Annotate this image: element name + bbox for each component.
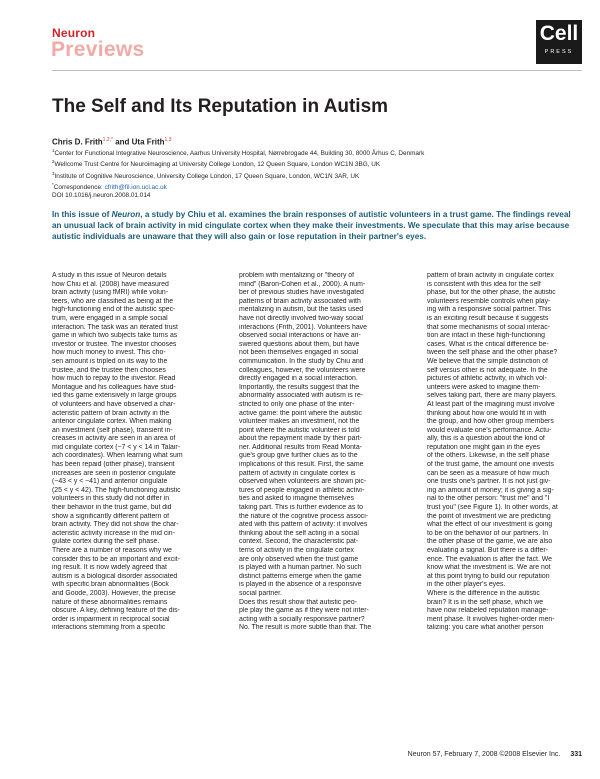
body-text-line: ing an amount of money; it is giving a sig- (427, 486, 554, 494)
body-text-line: patterns of brain activity associated with (239, 297, 361, 305)
body-text-line: volunteer makes an investment, not the (239, 418, 360, 426)
body-text-line: mentalizing in autism, but the tasks used (239, 306, 364, 314)
header-rule (52, 70, 582, 71)
body-text-line: selves taking part, there are many players. (427, 392, 557, 400)
body-text-line: of the others. Likewise, in the self phase (427, 452, 550, 460)
body-text-line: nature of these abnormalities remains (52, 598, 168, 606)
body-text-line: tion are intact in these high-functioning (427, 332, 545, 340)
body-text-line: evaluating a signal. But there is a differ- (427, 547, 548, 554)
body-text-line: is played with a human partner. No such (239, 564, 362, 572)
body-text-line: swered questions about them, but have (239, 340, 360, 348)
body-text-line: interactions stemming from a specific (52, 624, 166, 632)
body-text-line: active game: the point where the autistic (239, 409, 362, 417)
body-text-line: communication. In the study by Chiu and (239, 357, 364, 365)
body-text-line: thinking about how one would fit in with (427, 409, 547, 417)
body-text-line: context. Second, the characteristic pat- (239, 538, 359, 546)
body-text-line: in the other player's eyes. (427, 581, 506, 589)
body-text-line: (25 < y < 42). The high-functioning autistic (52, 486, 181, 494)
body-text-line: increases are seen in posterior cingulate (52, 469, 176, 477)
body-text-line: At least part of the imagining must involve (427, 400, 555, 408)
body-text-line: social partner. (239, 589, 282, 597)
body-text-line: tween the self phase and the other phase? (427, 349, 558, 357)
body-text-line: brain activity (using fMRI) while volun- (52, 289, 169, 297)
body-text-line: is played in the absence of a responsive (239, 581, 362, 589)
author-sup: 1,3 (164, 137, 172, 143)
body-text-line: their behavior in the trust game, but did (52, 504, 172, 512)
body-text-line: ach coordinates). When learning what sum (52, 452, 183, 460)
body-text-line: of the trust game, the amount one invests (427, 461, 554, 469)
correspondence: *Correspondence: cfrith@fil.ion.ucl.ac.uk (52, 181, 167, 192)
body-text-line: ing result. It is now widely agreed that (52, 564, 167, 572)
body-text-line: A study in this issue of Neuron details (52, 272, 167, 279)
body-text-line: brain activity. They did not show the char- (52, 521, 179, 529)
section-title: Previews (51, 38, 145, 61)
body-text-line: brain? It is in the self phase, which we (427, 598, 544, 606)
affiliations (52, 147, 572, 201)
body-text-line: acting with a socially responsive partner? (239, 615, 365, 623)
body-text-line: ied this game extensively in large groups (52, 392, 177, 400)
body-text-line: reputation one might gain in the eyes (427, 443, 541, 451)
author-line (52, 137, 171, 147)
body-text-line: trust you" (see Figure 1). In other words, at (427, 504, 558, 512)
body-text-line: autism is a biological disorder associated (52, 572, 178, 580)
author-name: Uta Frith (131, 137, 165, 147)
body-text-line: know what the investment is. We are not (427, 564, 551, 572)
body-column-2 (239, 272, 392, 633)
body-text-line: about the repayment made by their part- (239, 435, 362, 443)
body-text-line: consider this to be an important and excit- (52, 555, 180, 563)
body-text-line: taking part. This is further evidence as to (239, 504, 363, 512)
body-text-line: ated with this pattern of activity: it involves (239, 521, 368, 529)
body-text-line: volunteers resemble controls when play- (427, 297, 551, 305)
affiliation-2: $^2$Wellcome Trust Centre for Neuroimaging at University College London, 12 Queen Square, London WC1N 3BG, UK (52, 159, 381, 169)
body-text-line: the point of investment we are predicting (427, 512, 551, 520)
body-text-line: obscure. A key, defining feature of the dis- (52, 607, 180, 615)
body-text-line: trum, were engaged in a simple social (52, 314, 168, 322)
body-text-line: Does this result show that autistic peo- (239, 598, 357, 606)
body-text-line: investor or trustee. The investor chooses (52, 340, 177, 348)
body-text-line: gue's group give further clues as to the (239, 452, 358, 460)
body-text-line: that some mechanisms of social interac- (427, 323, 550, 331)
body-text-line: nal to the other person: "trust me" and "I (427, 495, 550, 503)
body-text-line: the group, and how other group members (427, 418, 554, 426)
body-text-line: Where is the difference in the autistic (427, 589, 540, 597)
body-text-line: We believe that the simple distinction of (427, 357, 548, 365)
body-text-line: acteristic pattern of brain activity in the (52, 409, 170, 417)
body-text-line: trustee, and the trustee then chooses (52, 366, 166, 374)
body-text-line: are only observed when the trust game (239, 555, 359, 563)
body-text-line: the nature of the cognitive process associ- (239, 512, 369, 520)
body-text-line: pattern of brain activity in cingulate cortex (427, 272, 554, 279)
body-text-line: and Goode, 2003). However, the precise (52, 589, 176, 597)
body-text-line: directly engaged in a social interaction. (239, 375, 358, 383)
body-text-line: ence. The evaluation is after the fact. We (427, 555, 552, 563)
body-text-line: Montague and his colleagues have stud- (52, 383, 176, 391)
body-text-line: ner. Additional results from Read Monta- (239, 443, 362, 451)
body-text-line: mid cingulate cortex (−7 < y < 14 in Talair- (52, 443, 180, 451)
body-text-line: ties and asked to imagine themselves (239, 495, 354, 503)
body-text-line: has been repaid (other phase), transient (52, 461, 175, 469)
body-text-line: ple play the game as if they were not inter- (239, 607, 369, 615)
body-text-line: thinking about the self acting in a social (239, 529, 359, 537)
body-text-line: high-functioning end of the autistic spec- (52, 306, 176, 314)
body-text-line: show a significantly different pattern of (52, 512, 170, 520)
author-name: Chris D. Frith (52, 137, 103, 147)
body-text-line: would evaluate one's performance. Actu- (427, 426, 552, 434)
body-text-line: order is impairment in reciprocal social (52, 615, 170, 623)
body-text-line: can be seen as a measure of how much (427, 469, 550, 477)
body-text-line: interaction. The task was an iterated trust (52, 323, 178, 331)
body-text-line: one trusts one's partner. It is not just giv- (427, 478, 551, 486)
body-text-line: observed when volunteers are shown pic- (239, 478, 367, 486)
body-text-line: pattern of activity in cingulate cortex is (239, 469, 356, 477)
body-text-line: to be on the behavior of our partners. In (427, 529, 549, 537)
author-sup: 1,2,* (102, 137, 113, 143)
body-text-line: with specific brain abnormalities (Bock (52, 581, 169, 589)
affiliation-3: $^3$Institute of Cognitive Neuroscience, University College London, 17 Queen Square, London, WC1N 3AR, UK (52, 170, 360, 180)
journal-name: Neuron (52, 26, 96, 40)
article-title: The Self and Its Reputation in Autism (52, 96, 389, 117)
body-text-line: Importantly, the results suggest that the (239, 383, 360, 391)
body-text-line: tures of people engaged in athletic activi- (239, 486, 365, 494)
doi: DOI 10.1016/j.neuron.2008.01.014 (52, 192, 151, 200)
author-conjunction: and (112, 137, 132, 147)
body-text-line: colleagues, however, the volunteers were (239, 366, 366, 374)
body-text-line: pictures of athletic activity, in which vol- (427, 375, 547, 383)
body-column-3 (427, 272, 580, 633)
body-text-line: not been themselves engaged in social (239, 349, 359, 357)
body-text-line: ally, this is a question about the kind of (427, 435, 545, 443)
body-text-line: how much money to invest. This cho- (52, 349, 166, 357)
correspondence-email-link[interactable]: cfrith@fil.ion.ucl.ac.uk (104, 184, 167, 192)
body-text-line: what the effect of our investment is going (427, 521, 553, 529)
body-text-line: cases. What is the critical difference be- (427, 340, 549, 348)
body-text-line: at this point trying to build our reputation (427, 572, 550, 580)
logo-main-text: Cell (539, 22, 579, 45)
body-text-line: an investment (self phase), transient in- (52, 426, 173, 434)
body-text-line: No. The result is more subtle than that. The (239, 624, 372, 632)
body-text-line: game in which two subjects take turns as (52, 332, 178, 340)
body-text-line: (−43 < y < −41) and anterior cingulate (52, 478, 168, 486)
body-text-line: point where the autistic volunteer is told (239, 426, 360, 434)
abstract: In this issue of Neuron, a study by Chiu et al. examines the brain responses of autistic volunteers in a trust game. The findings reveal an unusual lack of brain activity in mid cingulate cortex when they make their investments. We speculate that this may arise because autistic individuals are unaware that they will also gain or lose reputation in their partner's eyes. (52, 210, 571, 242)
body-text-line: anterior cingulate cortex. When making (52, 418, 172, 426)
body-text-line: talizing: you care what another person (427, 624, 544, 632)
body-text-line: mind" (Baron-Cohen et al., 2000). A num- (239, 280, 366, 288)
body-text-line: volunteers in this study did not differ in (52, 495, 170, 503)
body-text-line: abnormality associated with autism is re- (239, 392, 364, 400)
body-text-line: gulate cortex during the self phase. (52, 538, 160, 546)
logo-sub-text: PRESS (544, 49, 574, 55)
body-text-line: terns of activity in the cingulate cortex (239, 547, 354, 554)
body-text-line: of volunteers and have observed a char- (52, 400, 176, 408)
body-text-line: ment phase. It involves higher-order men- (427, 615, 555, 623)
body-text-line: interactions (Frith, 2001). Volunteers have (239, 323, 367, 331)
body-column-1 (52, 272, 205, 633)
body-text-line: self versus other is not adequate. In the (427, 366, 548, 374)
body-text-line: teers, who are classified as being at the (52, 297, 174, 305)
body-text-line: observed social interactions or have an- (239, 332, 361, 340)
affiliation-1: $^1$Center for Functional Integrative Neuroscience, Aarhus University Hospital, Nørrebrogade 44, Building 30, 8000 Århus C, Denmark (52, 148, 425, 158)
body-text-line: how Chiu et al. (2008) have measured (52, 280, 169, 288)
body-text-line: creases in activity are seen in an area of (52, 435, 176, 443)
body-text-line: acteristic activity increase in the mid cin- (52, 529, 175, 537)
body-text-line: sen amount is tripled on its way to the (52, 357, 168, 365)
body-text-line: the other phase of the game, we are also (427, 538, 553, 546)
body-text-line: phase, but for the other phase, the autistic (427, 289, 556, 297)
body-text-line: unteers were asked to imagine them- (427, 383, 541, 391)
body-text-line: how much to repay to the investor. Read (52, 375, 176, 383)
body-text-line: have not directly involved two-way social (239, 314, 364, 322)
body-text-line: is consistent with this idea for the self (427, 280, 541, 288)
body-text-line: is an exciting result because it suggests (427, 314, 549, 322)
footer-citation: Neuron 57, February 7, 2008 ©2008 Elsevier Inc. (407, 751, 561, 758)
body-text-line: There are a number of reasons why we (52, 547, 172, 554)
body-text-line: have now relabeled reputation manage- (427, 607, 549, 615)
body-text-line: ber of previous studies have investigated (239, 289, 364, 297)
page-number: 331 (570, 751, 582, 758)
body-text-line: ing with a responsive social partner. This (427, 306, 551, 314)
cell-press-logo (536, 20, 582, 64)
body-text-line: implications of this result. First, the same (239, 461, 364, 469)
abstract-journal: Neuron (111, 210, 141, 219)
body-text-line: problem with mentalizing or "theory of (239, 272, 355, 279)
body-text-line: distinct patterns emerge when the game (239, 572, 362, 580)
body-text-line: stricted to only one phase of the inter- (239, 400, 355, 408)
page-footer (408, 751, 582, 758)
